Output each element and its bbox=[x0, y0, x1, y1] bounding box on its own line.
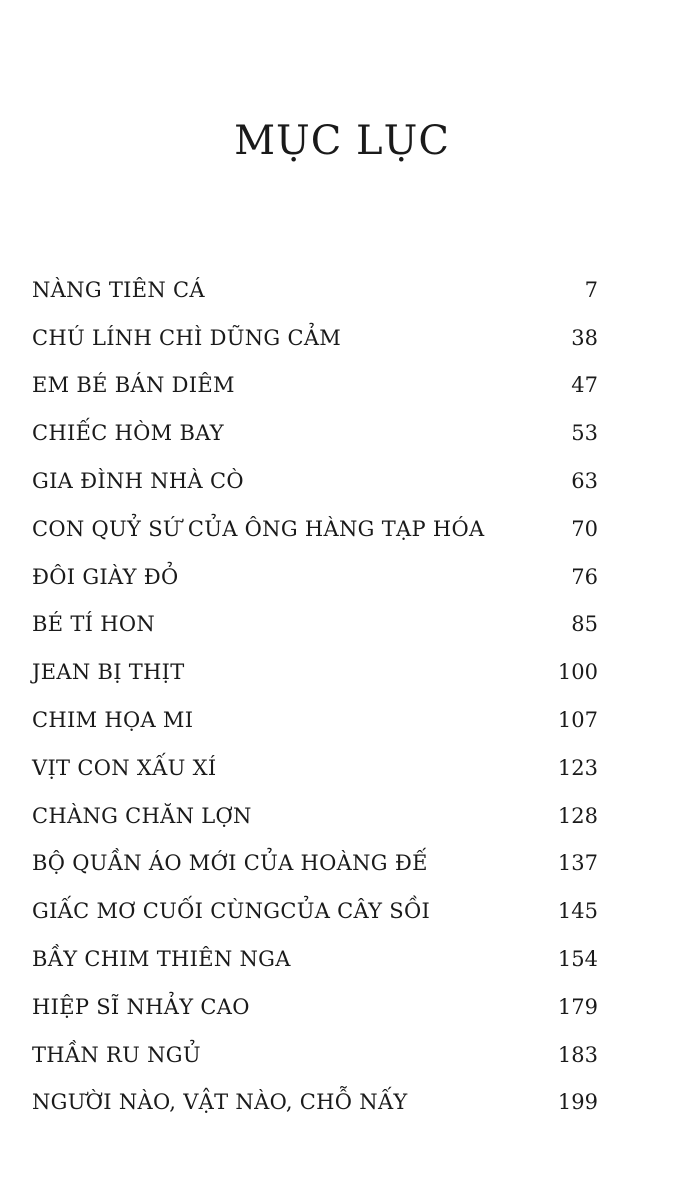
toc-entry bbox=[0, 792, 684, 840]
toc-entry-page: 107 bbox=[557, 708, 598, 733]
toc-entry-page: 85 bbox=[571, 612, 598, 637]
toc-entry bbox=[0, 409, 684, 457]
toc-entry bbox=[0, 696, 684, 744]
toc-entry-page: 183 bbox=[557, 1042, 598, 1067]
toc-entry-title: BẦY CHIM THIÊN NGA bbox=[32, 947, 291, 972]
toc-entry-page: 7 bbox=[584, 277, 598, 302]
toc-entry-page: 179 bbox=[557, 994, 598, 1019]
toc-entry-page: 137 bbox=[557, 851, 598, 876]
toc-entry bbox=[0, 505, 684, 553]
toc-entry bbox=[0, 887, 684, 935]
toc-entry-page: 145 bbox=[557, 899, 598, 924]
toc-entry-title: VỊT CON XẤU XÍ bbox=[32, 755, 217, 780]
toc-entry bbox=[0, 983, 684, 1031]
toc-entry bbox=[0, 935, 684, 983]
toc-entry-title: EM BÉ BÁN DIÊM bbox=[32, 373, 235, 398]
toc-entry-page: 154 bbox=[557, 947, 598, 972]
toc-entry-title: BỘ QUẦN ÁO MỚI CỦA HOÀNG ĐẾ bbox=[32, 851, 428, 876]
toc-entry-title: GIẤC MƠ CUỐI CÙNGCỦA CÂY SỒI bbox=[32, 899, 431, 924]
toc-entry-title: ĐÔI GIÀY ĐỎ bbox=[32, 564, 179, 589]
toc-entry-title: JEAN BỊ THỊT bbox=[32, 660, 185, 685]
toc-entry bbox=[0, 266, 684, 314]
toc-entry-title: NÀNG TIÊN CÁ bbox=[32, 277, 205, 302]
toc-entry bbox=[0, 744, 684, 792]
toc-entry-title: THẦN RU NGỦ bbox=[32, 1042, 201, 1067]
toc-entry-title: CHIM HỌA MI bbox=[32, 708, 194, 733]
toc-entry-page: 128 bbox=[557, 803, 598, 828]
toc-entry-title: HIỆP SĨ NHẢY CAO bbox=[32, 994, 250, 1019]
toc-entry bbox=[0, 1079, 684, 1127]
toc-entry bbox=[0, 840, 684, 888]
toc-entry-page: 38 bbox=[571, 325, 598, 350]
toc-entry-page: 63 bbox=[571, 469, 598, 494]
toc-entry-page: 76 bbox=[571, 564, 598, 589]
toc-entry-title: CHÚ LÍNH CHÌ DŨNG CẢM bbox=[32, 325, 342, 350]
toc-entry-page: 123 bbox=[557, 755, 598, 780]
toc-entry-page: 70 bbox=[571, 516, 598, 541]
toc-entry-page: 100 bbox=[557, 660, 598, 685]
toc-entry bbox=[0, 314, 684, 362]
toc-entry bbox=[0, 648, 684, 696]
toc-entry-title: NGƯỜI NÀO, VẬT NÀO, CHỖ NẤY bbox=[32, 1090, 408, 1115]
toc-entry bbox=[0, 553, 684, 601]
toc-entry bbox=[0, 362, 684, 410]
toc-entry-title: CHIẾC HÒM BAY bbox=[32, 421, 224, 446]
page-title: MỤC LỤC bbox=[234, 118, 450, 164]
table-of-contents bbox=[0, 266, 684, 1126]
toc-entry bbox=[0, 601, 684, 649]
toc-entry-title: GIA ĐÌNH NHÀ CÒ bbox=[32, 469, 244, 494]
toc-entry-title: CHÀNG CHĂN LỢN bbox=[32, 803, 252, 828]
toc-entry-page: 199 bbox=[557, 1090, 598, 1115]
toc-entry-page: 47 bbox=[571, 373, 598, 398]
toc-entry bbox=[0, 457, 684, 505]
toc-entry-page: 53 bbox=[571, 421, 598, 446]
toc-entry-title: CON QUỶ SỨ CỦA ÔNG HÀNG TẠP HÓA bbox=[32, 516, 485, 541]
toc-entry-title: BÉ TÍ HON bbox=[32, 612, 156, 637]
toc-entry bbox=[0, 1031, 684, 1079]
